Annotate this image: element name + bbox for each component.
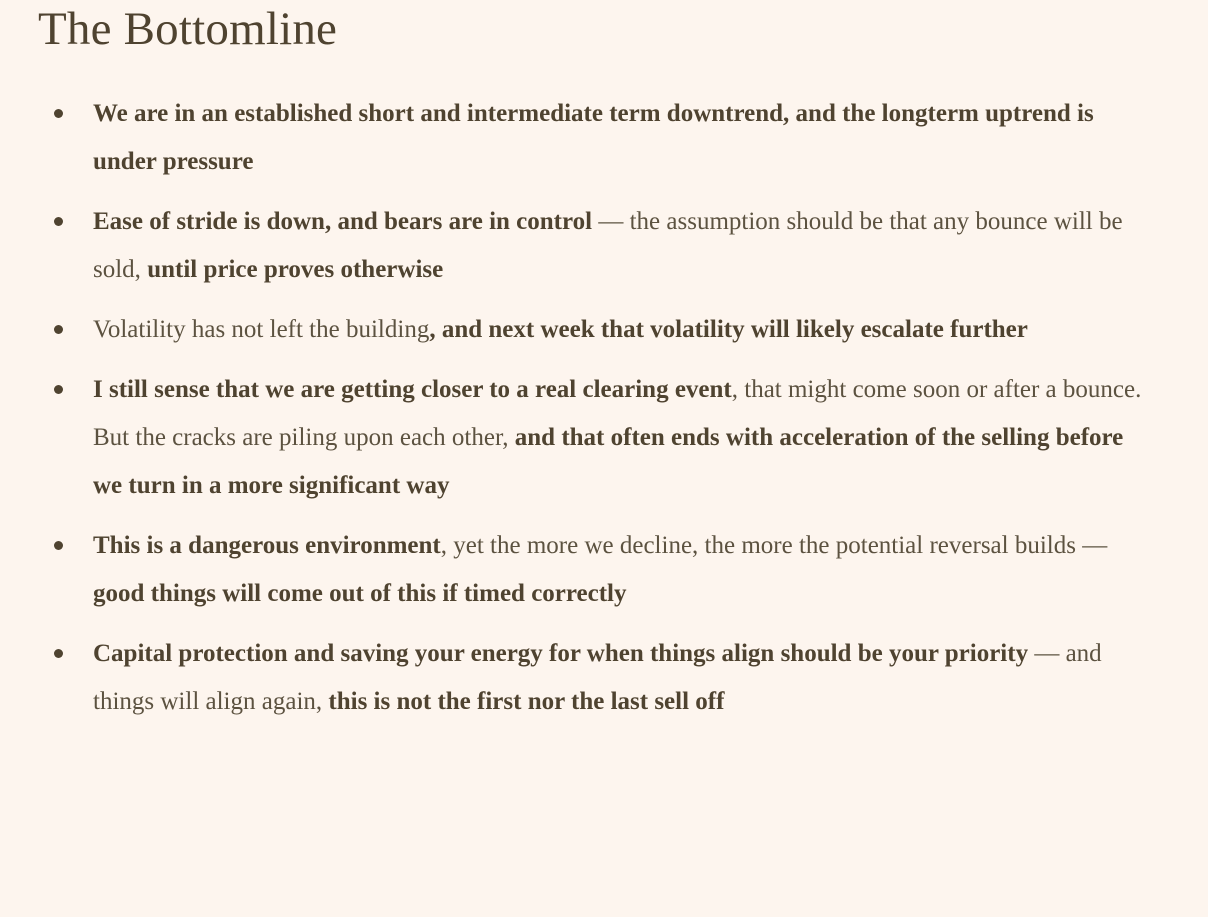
bold-text: this is not the first nor the last sell off bbox=[328, 688, 725, 715]
bold-text: Capital protection and saving your energy for when things align should be your priority bbox=[93, 640, 1029, 667]
body-text: , that might come soon or after a bounce. But the cracks are piling upon each other, bbox=[93, 376, 1142, 451]
section-heading: The Bottomline bbox=[38, 3, 338, 55]
body-text: , yet the more we decline, the more the potential reversal builds — bbox=[440, 532, 1108, 559]
bold-text: We are in an established short and intermediate term downtrend, and the longterm uptrend is under pressure bbox=[93, 100, 1094, 175]
bullet-item bbox=[38, 630, 1148, 726]
bullet-item bbox=[38, 366, 1148, 510]
bullet-item bbox=[38, 198, 1148, 294]
bold-text: until price proves otherwise bbox=[147, 256, 444, 283]
bullet-list bbox=[38, 90, 1148, 726]
bold-text: Ease of stride is down, and bears are in control bbox=[93, 208, 593, 235]
bullet-item bbox=[38, 90, 1148, 186]
bold-text: good things will come out of this if timed correctly bbox=[93, 580, 627, 607]
bold-text: This is a dangerous environment bbox=[93, 532, 441, 559]
bold-text: , and next week that volatility will likely escalate further bbox=[429, 316, 1028, 343]
body-text: — and things will align again, bbox=[93, 640, 1102, 715]
bold-text: I still sense that we are getting closer to a real clearing event bbox=[93, 376, 732, 403]
bullet-item bbox=[38, 522, 1148, 618]
bold-text: and that often ends with acceleration of the selling before we turn in a more significant way bbox=[93, 424, 1124, 499]
bullet-item bbox=[38, 306, 1148, 354]
body-text: Volatility has not left the building bbox=[93, 316, 430, 343]
body-text: — the assumption should be that any bounce will be sold, bbox=[93, 208, 1123, 283]
